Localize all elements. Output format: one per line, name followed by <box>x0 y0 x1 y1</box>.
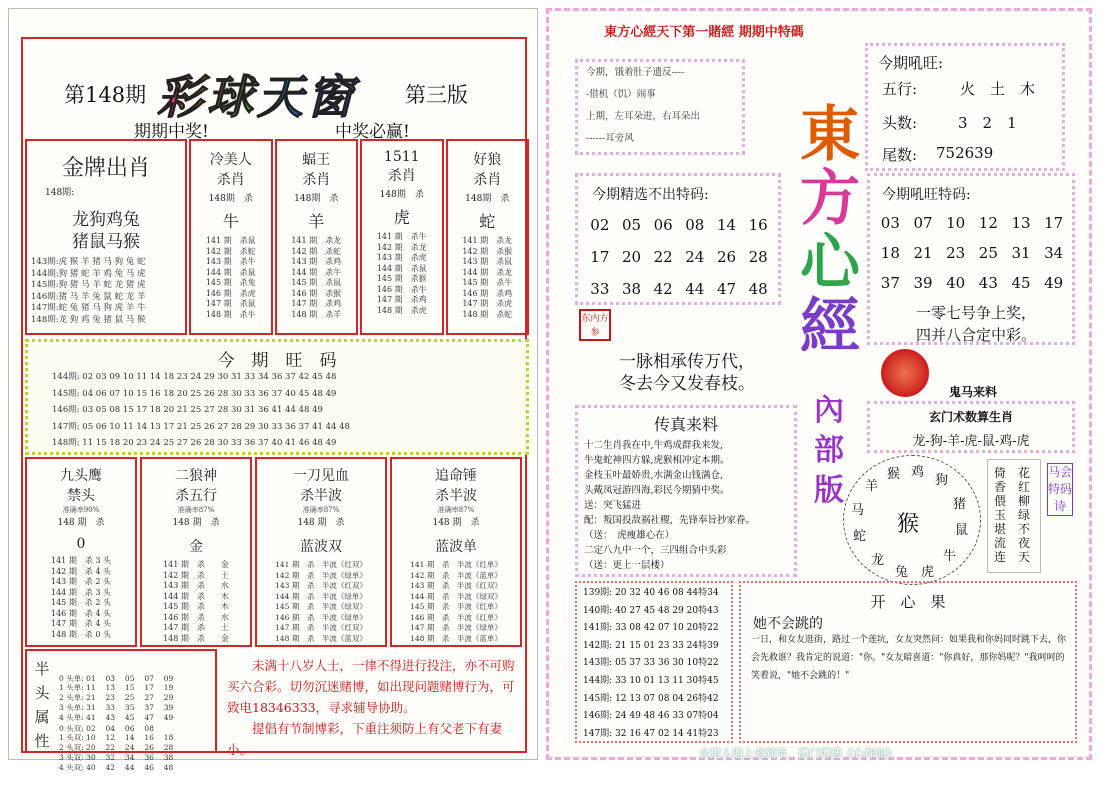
issue-label: 第148期 <box>64 83 147 107</box>
kill-rows <box>277 236 357 320</box>
attr-row: 0 头双: 02 04 06 08 <box>59 723 154 733</box>
wheel-ring <box>843 455 981 585</box>
kill-val: 虎 <box>393 208 410 227</box>
kill-sub: 148期 杀 <box>208 194 253 204</box>
joke-box <box>739 581 1077 743</box>
kill-row: 142 期 杀龙 <box>376 242 427 252</box>
kill-col <box>360 139 444 335</box>
chuan-line: 送：突飞猛进 <box>584 500 642 511</box>
stamp-2: 马会特码诗 <box>1047 463 1073 516</box>
guard-rows <box>257 560 385 644</box>
guard-row: 144 期 杀 半波《绿双》 <box>410 591 502 601</box>
guard-row: 146 期 杀 半波《红单》 <box>410 612 502 622</box>
wang-row: 146期: 03 05 08 15 17 18 20 21 25 27 28 30 31 36 41 44 48 49 <box>52 405 323 415</box>
chuan-box <box>575 405 797 577</box>
kill-row: 144 期 杀鼠 <box>205 267 256 277</box>
guard-sub: 148 期 杀 <box>432 518 480 528</box>
history-box <box>575 581 733 743</box>
guard-row: 144 期 杀 木 <box>163 591 229 601</box>
chuan-line: 头戴凤冠游四海,彩民今期猜中奖。 <box>584 485 730 496</box>
gold-row: 143期:虎 猴 羊 猪 马 狗 兔 蛇 <box>31 257 146 267</box>
guard-val: 金 <box>189 539 203 555</box>
attr-rows <box>59 654 173 792</box>
guard-row: 146 期 杀 水 <box>163 612 229 622</box>
guard-row: 141 期 杀 半波《红单》 <box>410 560 502 569</box>
guard-row: 148 期 杀 半波《蓝双》 <box>275 633 367 643</box>
kill-col <box>275 139 359 335</box>
chuan-line: 配：叛国投敌祸社稷，先锋奉旨抄家眷。 <box>584 515 756 526</box>
number: 44 <box>685 280 705 298</box>
kill-row: 145 期 杀兔 <box>205 278 256 287</box>
chuan-lines <box>584 438 794 573</box>
number: 20 <box>621 248 642 266</box>
guard-h2: 杀半波 <box>300 488 342 504</box>
side-line: 花红柳绿不夜天 <box>1018 466 1031 564</box>
guard-h2: 杀五行 <box>175 488 217 504</box>
kill-row: 146 期 杀虎 <box>205 288 256 298</box>
guard-val: 蓝波双 <box>300 539 342 555</box>
right-page <box>546 8 1092 760</box>
history-row: 147期: 32 16 47 02 14 41特23 <box>583 728 719 739</box>
wang-row: 145期: 04 06 07 10 15 16 18 20 25 26 28 30 33 36 37 40 45 48 49 <box>52 388 337 399</box>
kill-row: 148 期 杀羊 <box>291 309 342 319</box>
number: 08 <box>685 216 705 234</box>
guard-rate: 准确率87% <box>302 506 340 514</box>
number: 05 <box>621 216 642 234</box>
kill-row: 145 期 杀鼠 <box>291 278 342 287</box>
joke-head: 她不会跳的 <box>753 616 823 632</box>
chuan-title: 传真来料 <box>653 415 718 434</box>
kill-row: 141 期 杀鼠 <box>205 236 256 245</box>
wheel-center: 猴 <box>897 512 920 537</box>
gold-title: 金牌出肖 <box>61 156 150 181</box>
joke-text: 一日，和女友逛街，路过一个莲坑，女友突然问：如果我和你妈同时跳下去，你会先救谁？我肯定的说道："你。"女友暗喜道："你真好，那你妈呢？"我呵呵的笑着说，"她不会跳的！" <box>751 635 1067 681</box>
guard-row: 144 期 杀 3 头 <box>51 587 111 597</box>
number: 42 <box>653 280 673 298</box>
select-title: 今期精选不出特码: <box>592 187 709 203</box>
joke-title: 开 心 果 <box>870 593 946 611</box>
kill-columns <box>189 139 529 335</box>
kill-row: 148 期 杀牛 <box>205 309 256 319</box>
kill-sub: 148期 杀 <box>465 194 510 204</box>
guard-h2: 杀半波 <box>435 488 477 504</box>
guard-col <box>390 457 522 647</box>
number: 33 <box>590 280 610 298</box>
number: 49 <box>1044 274 1064 292</box>
zodiac-sign: 羊 <box>865 479 879 494</box>
xuan-box <box>867 401 1075 453</box>
kill-sub: 148期 杀 <box>379 190 424 200</box>
chuan-line: （送：更上一层楼） <box>584 560 670 571</box>
chuan-line: 二定八九中一个，三四组合中头彩 <box>584 545 727 556</box>
attr-row: 0 头单: 01 03 05 07 09 <box>59 673 174 683</box>
gold-row: 145期:狗 猪 马 羊 蛇 龙 猪 虎 <box>31 280 146 290</box>
number: 03 <box>880 214 900 232</box>
number: 02 <box>590 216 610 234</box>
guard-row: 142 期 杀 土 <box>163 570 229 580</box>
guard-rows <box>392 560 520 644</box>
chuan-line: 金枝玉叶最娇贵,水满金山钱满仓, <box>584 470 724 481</box>
kill-row: 144 期 杀龙 <box>462 267 513 277</box>
number: 17 <box>1044 214 1064 232</box>
poem-line: 今期，饿着肚子遗反---- <box>586 67 685 78</box>
guard-col <box>140 457 252 647</box>
wang-rows <box>52 369 350 452</box>
kill-row: 142 期 杀蛇 <box>205 246 256 256</box>
history-row: 140期: 40 27 45 48 29 20特43 <box>583 605 719 616</box>
kill-col <box>189 139 273 335</box>
number: 13 <box>1011 214 1031 232</box>
number: 24 <box>685 248 705 266</box>
xuan-list: 龙-狗-羊-虎-鼠-鸡-虎 <box>912 434 1030 449</box>
guard-sub: 148 期 杀 <box>297 518 345 528</box>
poem-box <box>575 59 745 155</box>
kill-row: 144 期 杀鼠 <box>376 263 427 273</box>
zodiac-sign: 猴 <box>887 467 901 482</box>
attr-row: 3 头双: 30 32 34 36 38 <box>59 752 174 762</box>
guard-row: 144 期 杀 半波《绿单》 <box>275 591 367 601</box>
guard-row: 145 期 杀 木 <box>163 602 229 611</box>
guard-h1: 一刀见血 <box>293 468 349 484</box>
gold-rows <box>31 257 146 326</box>
number: 48 <box>748 280 768 298</box>
inner-edition: 內部版 <box>814 393 844 508</box>
gold-line1: 龙狗鸡兔 <box>72 210 140 230</box>
number: 47 <box>716 280 737 298</box>
xuan-title: 玄门术数算生肖 <box>928 410 1013 424</box>
history-row: 142期: 21 15 01 23 33 24特39 <box>583 640 719 651</box>
attr-row: 1 头双: 10 12 14 16 18 <box>59 733 174 743</box>
roar-title: 今期吼旺: <box>878 54 944 72</box>
chuan-line: 十二生肖我在中,牛鸡成群我来发, <box>584 440 724 451</box>
wei-label: 尾数: <box>882 146 918 164</box>
guard-row: 145 期 杀 半波《红单》 <box>410 602 502 611</box>
chuan-line: （送： 虎瘦雄心在） <box>584 530 675 541</box>
kill-h2: 杀肖 <box>387 168 416 184</box>
main-title <box>795 100 865 362</box>
tou-label: 头数: <box>882 114 918 132</box>
zodiac-sign: 牛 <box>943 549 957 564</box>
roar-grid <box>874 214 1070 292</box>
attr-label-vertical: 半头属性 <box>34 660 50 750</box>
guard-row: 143 期 杀 水 <box>163 581 229 590</box>
kill-h1: 冷美人 <box>209 152 252 168</box>
chuan-line: 牛鬼蛇神四方躲,虎猴相冲定本期。 <box>584 455 730 466</box>
guard-rate: 准确率90% <box>62 506 100 514</box>
number: 10 <box>946 214 966 232</box>
kill-h1: 好狼 <box>473 152 502 168</box>
poem-line: 上期，左耳朵进，右耳朵出 <box>586 111 701 122</box>
zodiac-sign: 龙 <box>871 553 885 568</box>
kill-h2: 杀肖 <box>302 172 331 188</box>
kill-row: 148 期 杀蛇 <box>462 309 513 319</box>
gold-row: 144期:狗 猪 蛇 羊 鸡 兔 马 虎 <box>31 268 146 279</box>
attr-row: 1 头单: 11 13 15 17 19 <box>59 683 174 693</box>
zodiac-sign: 狗 <box>935 473 949 488</box>
kill-row: 143 期 杀鼠 <box>462 257 513 266</box>
kill-h2: 杀肖 <box>473 172 502 188</box>
guard-rate: 准确率87% <box>177 506 215 514</box>
wei-value: 752639 <box>936 144 994 162</box>
attr-row: 4 头双: 40 42 44 46 48 <box>59 762 174 772</box>
kill-rows <box>362 232 442 316</box>
wang-title: 今 期 旺 码 <box>217 351 337 371</box>
notice-text <box>227 655 523 760</box>
stamp-seal: 东内方参 <box>579 309 611 341</box>
gold-line2: 猪鼠马猴 <box>72 232 140 252</box>
number: 17 <box>590 248 610 266</box>
kill-row: 143 期 杀鸡 <box>291 257 342 266</box>
guard-row: 146 期 杀 半波《绿单》 <box>275 612 367 622</box>
guard-row: 147 期 杀 4 头 <box>51 619 111 628</box>
zodiac-sign: 猪 <box>953 497 967 512</box>
guard-h1: 追命锤 <box>435 468 477 484</box>
tou-value: 3 2 1 <box>958 114 1017 132</box>
number: 38 <box>621 280 642 298</box>
edition-label: 第三版 <box>405 83 468 107</box>
left-page <box>8 8 538 772</box>
guard-row: 148 期 杀 金 <box>163 633 229 643</box>
gold-row: 148期:龙 狗 鸡 兔 猪 鼠 马 猴 <box>31 314 146 325</box>
number: 12 <box>978 214 998 232</box>
kill-row: 141 期 杀牛 <box>376 232 427 241</box>
history-row: 146期: 24 49 48 46 33 07特04 <box>583 711 719 722</box>
kill-val: 牛 <box>222 212 239 231</box>
select-grid <box>584 216 774 298</box>
kill-row: 142 期 杀猴 <box>462 246 513 256</box>
history-row: 145期: 12 13 07 08 04 26特42 <box>583 693 719 704</box>
number: 26 <box>716 248 737 266</box>
kill-val: 羊 <box>308 212 325 231</box>
kill-row: 143 期 杀虎 <box>376 253 427 262</box>
slogan-left: 期期中奖! <box>134 122 209 142</box>
kill-row: 144 期 杀牛 <box>291 267 342 277</box>
roar-number-box <box>867 173 1075 345</box>
zodiac-sign: 马 <box>851 503 865 518</box>
wx-label: 五行: <box>882 80 918 98</box>
number: 28 <box>748 248 768 266</box>
number: 14 <box>716 216 737 234</box>
select-box <box>575 173 781 305</box>
guard-rows <box>142 560 250 644</box>
guard-row: 143 期 杀 半波《红双》 <box>410 581 502 590</box>
kill-row: 143 期 杀牛 <box>205 257 256 266</box>
number: 45 <box>1011 274 1031 292</box>
roar-box <box>865 43 1065 171</box>
kill-row: 145 期 杀牛 <box>462 278 513 287</box>
number: 21 <box>913 244 933 262</box>
number: 25 <box>978 244 998 262</box>
guard-row: 141 期 杀 金 <box>163 560 229 569</box>
notice-p1: 未满十八岁人士，一律不得进行投注，亦不可购买六合彩。切勿沉迷赌博，如出现问题赌博行为，可致电18346333，寻求辅导协助。 <box>227 658 515 715</box>
title-char: 東 <box>800 100 860 170</box>
kill-row: 147 期 杀鸡 <box>291 299 342 308</box>
guard-row: 146 期 杀 4 头 <box>51 608 111 618</box>
history-row: 139期: 20 32 40 46 08 44特34 <box>583 588 719 598</box>
kill-row: 146 期 杀牛 <box>376 284 427 294</box>
number: 23 <box>946 244 966 262</box>
kill-row: 147 期 杀鼠 <box>205 299 256 308</box>
zodiac-sign: 兔 <box>895 565 909 580</box>
slogan-right: 中奖必赢! <box>335 122 410 142</box>
wang-box <box>25 339 529 455</box>
attr-row: 2 头双: 20 22 24 26 28 <box>59 743 174 753</box>
guard-row: 145 期 杀 2 头 <box>51 598 111 607</box>
number: 07 <box>913 214 933 232</box>
kill-row: 141 期 杀龙 <box>462 236 513 245</box>
number: 34 <box>1044 244 1064 262</box>
guard-col <box>25 457 137 647</box>
number: 31 <box>1011 244 1031 262</box>
guard-row: 143 期 杀 半波《红双》 <box>275 581 367 590</box>
guard-rate: 准确率87% <box>437 506 475 514</box>
kill-rows <box>448 236 528 320</box>
verse-1: 一脉相承传万代， <box>619 352 755 372</box>
number: 40 <box>946 274 966 292</box>
guard-row: 143 期 杀 2 头 <box>51 577 111 586</box>
number: 18 <box>880 244 900 262</box>
guard-row: 147 期 杀 半波《红双》 <box>275 623 367 632</box>
guard-columns <box>25 457 529 647</box>
guard-val: 0 <box>76 536 86 552</box>
wang-row: 144期: 02 03 09 10 11 14 18 23 24 29 30 31 33 34 36 37 42 45 48 <box>52 372 337 382</box>
guard-row: 142 期 杀 4 头 <box>51 566 111 576</box>
zodiac-sign: 虎 <box>921 565 935 580</box>
gold-box <box>25 139 187 335</box>
kill-row: 146 期 杀猴 <box>291 288 342 298</box>
title-char: 方 <box>800 164 860 234</box>
guard-h2: 禁头 <box>67 488 95 504</box>
kill-row: 141 期 杀龙 <box>291 236 342 245</box>
number: 06 <box>653 216 673 234</box>
roar-number-title: 今期吼旺特码: <box>882 187 971 203</box>
rhyme-1: 一零七号争上奖， <box>916 304 1037 322</box>
bottom-banner: 合道人遇上老到手，澳门博通《心神仙》 <box>699 747 897 760</box>
kill-val: 蛇 <box>479 212 496 231</box>
attr-box <box>25 649 217 772</box>
kill-rows <box>191 236 271 320</box>
kill-row: 147 期 杀鸡 <box>376 295 427 304</box>
kill-h1: 蝠王 <box>302 152 331 168</box>
kill-row: 142 期 杀蛇 <box>291 246 342 256</box>
guard-h1: 九头鹰 <box>60 468 102 484</box>
zodiac-sign: 鸡 <box>911 465 925 480</box>
title-char: 心 <box>800 228 860 298</box>
attr-row: 4 头单: 41 43 45 47 49 <box>59 712 174 722</box>
attr-row: 2 头单: 21 23 25 27 29 <box>59 693 174 703</box>
guard-val: 蓝波单 <box>435 539 477 555</box>
kill-sub: 148期 杀 <box>294 194 339 204</box>
attr-row: 3 头单: 31 33 35 37 39 <box>59 702 174 712</box>
history-row: 143期: 05 37 33 36 30 10特22 <box>583 658 719 669</box>
number: 16 <box>748 216 768 234</box>
guard-row: 142 期 杀 半波《蓝单》 <box>410 570 502 580</box>
kill-row: 148 期 杀虎 <box>376 305 427 315</box>
notice-p2: 提倡有节制博彩，下重注须防上有父老下有妻小。 <box>227 721 503 757</box>
guard-row: 141 期 杀 3 头 <box>51 556 111 565</box>
kill-col <box>446 139 530 335</box>
guard-row: 141 期 杀 半波《红双》 <box>275 560 367 569</box>
gold-row: 146期:猪 马 羊 兔 鼠 蛇 龙 羊 <box>31 291 146 302</box>
poem-line: ------耳旁风 <box>586 133 634 144</box>
gold-row: 147期:蛇 兔 猪 马 狗 虎 羊 牛 <box>31 303 146 313</box>
zodiac-sign: 蛇 <box>853 529 867 544</box>
guard-row: 148 期 杀 0 头 <box>51 629 111 639</box>
guard-rows <box>27 556 135 640</box>
logo-text: 彩球天窗 <box>157 61 357 127</box>
wang-row: 148期: 11 15 18 20 23 24 25 27 26 28 30 33 36 37 40 41 46 48 49 <box>52 438 337 448</box>
poem-line: -借机（饥）闹事 <box>586 89 656 100</box>
kill-row: 145 期 杀猴 <box>376 274 427 283</box>
kill-h1: 1511 <box>383 149 420 165</box>
kill-h2: 杀肖 <box>216 172 245 188</box>
kill-row: 146 期 杀鸡 <box>462 288 513 298</box>
title-char: 經 <box>800 292 860 362</box>
guard-h1: 二狼神 <box>175 468 217 484</box>
number: 39 <box>913 274 933 292</box>
top-banner: 東方心經天下第一賭經 期期中特碼 <box>604 25 804 40</box>
kill-row: 147 期 杀虎 <box>462 299 513 308</box>
history-row: 141期: 33 08 42 07 10 20特22 <box>583 623 719 634</box>
history-row: 144期: 33 10 01 13 11 30特45 <box>583 675 719 686</box>
guard-row: 142 期 杀 半波《绿单》 <box>275 570 367 580</box>
guard-sub: 148 期 杀 <box>172 518 220 528</box>
zodiac-sign: 鼠 <box>955 523 969 538</box>
number: 43 <box>978 274 998 292</box>
side-line: 倚香偎玉堪流连 <box>994 466 1007 564</box>
guard-row: 147 期 杀 半波《绿单》 <box>410 623 502 632</box>
number: 22 <box>653 248 673 266</box>
wx-value: 火 土 木 <box>960 80 1036 98</box>
wang-row: 147期: 05 06 10 11 14 13 17 21 25 26 27 28 29 30 33 36 37 41 44 48 <box>52 421 350 432</box>
gold-issue: 148期: <box>45 188 75 198</box>
tiger-icon <box>881 349 929 397</box>
guard-row: 148 期 杀 半波《蓝单》 <box>410 633 502 643</box>
number: 37 <box>880 274 900 292</box>
guard-sub: 148 期 杀 <box>57 518 105 528</box>
guard-col <box>255 457 387 647</box>
verse-2: 冬去今又发春枝。 <box>619 374 755 394</box>
side-verse-box <box>987 459 1041 573</box>
horse-label: 鬼马来料 <box>949 385 998 399</box>
rhyme-2: 四并八合定中彩。 <box>916 326 1037 344</box>
guard-row: 145 期 杀 半波《绿双》 <box>275 602 367 611</box>
guard-row: 147 期 杀 土 <box>163 623 229 632</box>
